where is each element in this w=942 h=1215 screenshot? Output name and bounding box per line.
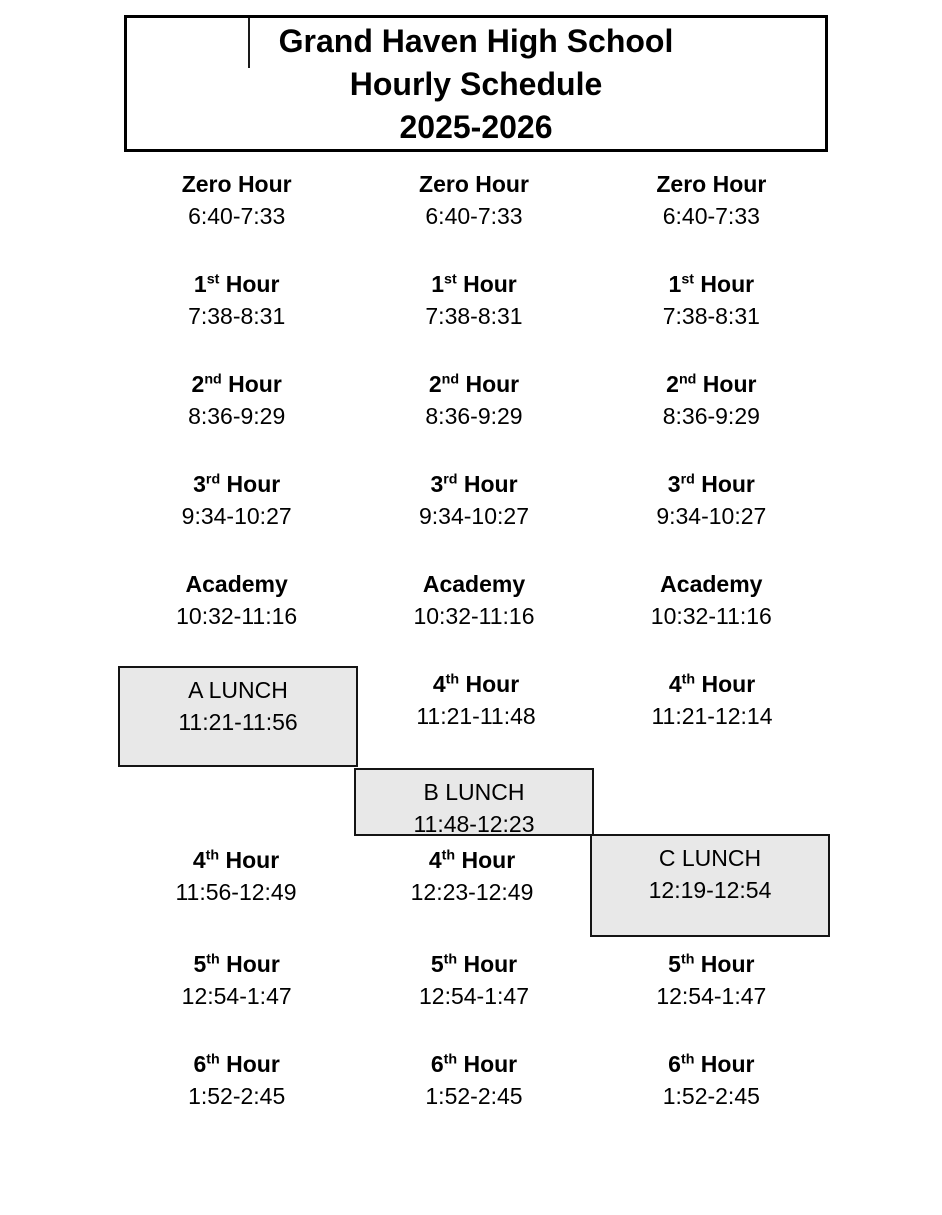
period-label: 1st Hour	[668, 271, 755, 297]
period-time: 8:36-9:29	[662, 403, 760, 429]
period-label: 1st Hour	[431, 271, 517, 297]
class-period-block	[355, 940, 592, 1040]
period-time: 7:38-8:31	[662, 303, 760, 329]
class-period-block	[593, 460, 830, 560]
period-time: 10:32-11:16	[650, 603, 772, 629]
period-time: 8:36-9:29	[188, 403, 286, 429]
class-period-block	[118, 1040, 355, 1140]
period-label: 4th Hour	[428, 847, 516, 873]
period-label: 3rd Hour	[193, 471, 281, 497]
empty-cell	[594, 768, 830, 836]
class-period-block	[593, 260, 830, 360]
schedule-row	[118, 260, 830, 360]
period-label: 2nd Hour	[428, 371, 520, 397]
period-label: 2nd Hour	[666, 371, 757, 397]
schedule-row	[118, 836, 830, 940]
school-name: Grand Haven High School	[278, 23, 674, 59]
class-period-block	[593, 360, 830, 460]
school-year: 2025-2026	[399, 109, 553, 145]
period-time: 12:54-1:47	[656, 983, 767, 1009]
period-time: 1:52-2:45	[188, 1083, 286, 1109]
period-label: Academy	[185, 571, 288, 597]
class-period-block	[355, 260, 592, 360]
schedule-row	[118, 660, 830, 768]
period-label: Zero Hour	[656, 171, 767, 197]
class-period-block	[593, 160, 830, 260]
class-period-block	[118, 460, 355, 560]
class-period-block	[118, 836, 354, 940]
class-period-block	[358, 660, 594, 768]
period-label: 5th Hour	[430, 951, 518, 977]
class-period-block	[355, 1040, 592, 1140]
period-label: 5th Hour	[193, 951, 280, 977]
period-label: Academy	[422, 571, 526, 597]
period-time: 10:32-11:16	[413, 603, 535, 629]
class-period-block	[355, 360, 592, 460]
period-time: 8:36-9:29	[425, 403, 523, 429]
period-time: 11:21-12:14	[651, 703, 773, 729]
schedule-row	[118, 1040, 830, 1140]
class-period-block	[118, 360, 355, 460]
period-time: 10:32-11:16	[176, 603, 298, 629]
class-period-block	[118, 160, 355, 260]
schedule-row	[118, 768, 830, 836]
text-cursor-line	[248, 18, 250, 68]
title-box	[124, 15, 828, 152]
class-period-block	[593, 940, 830, 1040]
class-period-block	[594, 660, 830, 768]
period-label: 4th Hour	[432, 671, 520, 697]
schedule-row	[118, 560, 830, 660]
class-period-block	[593, 1040, 830, 1140]
period-time: 7:38-8:31	[425, 303, 523, 329]
period-time: 6:40-7:33	[188, 203, 286, 229]
period-label: 4th Hour	[192, 847, 280, 873]
class-period-block	[355, 560, 592, 660]
period-time: 11:21-11:56	[178, 709, 298, 735]
period-time: 9:34-10:27	[181, 503, 292, 529]
class-period-block	[118, 560, 355, 660]
class-period-block	[354, 836, 590, 940]
period-time: 6:40-7:33	[425, 203, 523, 229]
period-time: 12:54-1:47	[419, 983, 529, 1009]
class-period-block	[593, 560, 830, 660]
period-time: 11:56-12:49	[175, 879, 297, 905]
period-label: 3rd Hour	[667, 471, 755, 497]
period-time: 1:52-2:45	[425, 1083, 523, 1109]
period-time: 7:38-8:31	[188, 303, 286, 329]
period-time: 12:54-1:47	[181, 983, 292, 1009]
period-label: 2nd Hour	[191, 371, 282, 397]
schedule-row	[118, 360, 830, 460]
document-title: Hourly Schedule	[349, 66, 603, 102]
period-time: 11:48-12:23	[413, 811, 535, 837]
period-label: 6th Hour	[193, 1051, 280, 1077]
period-time: 9:34-10:27	[656, 503, 767, 529]
period-label: 5th Hour	[668, 951, 755, 977]
period-label: Academy	[660, 571, 763, 597]
class-period-block	[355, 160, 592, 260]
period-time: 11:21-11:48	[416, 703, 536, 729]
class-period-block	[355, 460, 592, 560]
period-time: 12:19-12:54	[648, 877, 772, 903]
schedule-row	[118, 940, 830, 1040]
schedule-grid	[118, 160, 830, 1140]
period-label: Zero Hour	[181, 171, 292, 197]
period-label: 1st Hour	[193, 271, 280, 297]
lunch-block	[118, 666, 358, 767]
lunch-block	[354, 768, 594, 836]
empty-cell	[118, 768, 354, 836]
period-label: 6th Hour	[668, 1051, 755, 1077]
period-label: A LUNCH	[188, 677, 288, 703]
schedule-row	[118, 160, 830, 260]
period-label: 3rd Hour	[430, 471, 518, 497]
period-time: 9:34-10:27	[419, 503, 529, 529]
schedule-row	[118, 460, 830, 560]
period-label: C LUNCH	[658, 845, 762, 871]
period-label: 6th Hour	[430, 1051, 518, 1077]
period-label: Zero Hour	[419, 171, 529, 197]
period-time: 1:52-2:45	[662, 1083, 760, 1109]
period-label: 4th Hour	[668, 671, 756, 697]
period-time: 12:23-12:49	[410, 879, 534, 905]
class-period-block	[118, 940, 355, 1040]
period-label: B LUNCH	[423, 779, 525, 805]
class-period-block	[118, 260, 355, 360]
period-time: 6:40-7:33	[662, 203, 760, 229]
lunch-block	[590, 834, 830, 937]
